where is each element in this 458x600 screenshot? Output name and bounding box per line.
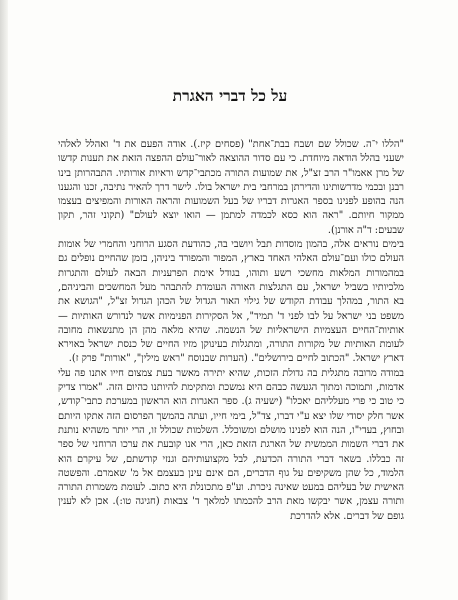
paragraph-3: במודה מרובה מתגלית בה גדולת הזכות, שהיא יתירה מאשר בעת צמצום חייו אתנו פה עלי אדמות, ותמוכה ומתוך הגעשה כבהם היא נמשכת ומתקימת להיותנו כהיום הזה. "אמרו צדיק כי טוב כי פרי מעלליהם יאכלו" (ישעיה ג). ספר האגרות הוא הראשון במערכת כתבי־קודש, אשר חלק יסודי שלו יצא ע"י דברו, צד"ל, בימי חייו, ועתה בהמשך הפרסום הזה אתקו היותם ובחוץ, בעדי"ו, הנה הוא לפנינו מושלם ומשוכלל. השלמות שכולל זו, הרי יותר משהיא נותנת את דברי השמות הממשית של הארגת הזאת כאן, הרי אנו קובעת את ערכו הרוחני של ספר זה כבללו. בשאר דברי התורה הכדעת, לבל מקצועותיהם וגנזי קודשתם, של עיקרם הוא הלמוד, כל שהן משקיפים על גוף הדברים, הם אינם עינן בעצמם אל מ' שאמרם. והפשטה האישית של בעליהם במעט שאינה ניכרת. וע"פ מתכונלת היא כתוב. לעומת משמרות התורה ותורה עצמן, אשר יבקשו מאת הרב להכמתו למלאך ד' צבאות (חגיגה טו:). אכן לא לענין גופם של דברים. אלא להדרכת	[57, 367, 404, 522]
paragraph-2: בימים נוראים אלה, בהמון מוסדות תבל ויושבי בה, כהודעת הסגע הרוחני והחמרי של אומות העולם כולו ועם־עולם האלהי האחד בארץ, המפור והמפורד ביניהן, בזמן שהחיים נופלים גם במהמורות המלאות מחשכי רשע ותוהו, בגודל אימת הפרעניות הבאה לעולם והתגרות מלכיותיו בשביל ישראל, עם התגלצות האורה העומדת להתבהר מעל המחשכים והביניהם, בא התור, במהלך עבודת הקודש של גילוי האור הגדול של הכהן הגדול זצ"ל, "הגושא את משפט בני ישראל על לבו לפני ד' תמיד", אל הסקירות הפנימיות אשר לנדורש האותיות — אותיות־החיים העצמיות הישראליות של הנשמה. שהיא מלאה מהן הן מתנשאות מחובה לעומת האותיות של מקורות התורה, ומתגלות בעינוקן מזיו החיים של כנסת ישראל באוירא דארץ ישראל. "הכתוב לחיים בירושלים". (הערות שבנוסח "ראש מילין", "אורות" פרק ז).	[58, 239, 404, 365]
scan-left-edge	[0, 0, 8, 600]
paragraph-1: "הללו י־ה. שכולל שם ושבח בבת־אחת" (פסחים קיז.). אודה הפעם את ד' ואהלל לאלהי ישעני בהלל הודאה מיוחדת. כי עם סדור ההוצאה לאור־עולם ההפצה הזאת את תענות קדשו של מרן אאמו"ר הרב זצ"ל, את שמועות התורה מכתבי־קדש וראיות אורותיו. התבהרותן בינו רבנן ובכמי מדרשותינו והדירתן במרחבי בית ישראל בולו. לישר דרך להאיר נתיבה, זכנו והגענו הנה בהופע לפנינו בספר האגרות דבריו של בעל השמועות והראה האורות והמפיצים בעצמו ממקור חיותם. "ראה הוא כסא לכמדה למתמן — הואו יוצא לעולם" (תקוני זהר, תקון שבעים: ד"ה אורנן).	[58, 139, 404, 236]
body-text	[58, 138, 404, 524]
page-title: על כל דברי האגרת	[172, 86, 288, 105]
